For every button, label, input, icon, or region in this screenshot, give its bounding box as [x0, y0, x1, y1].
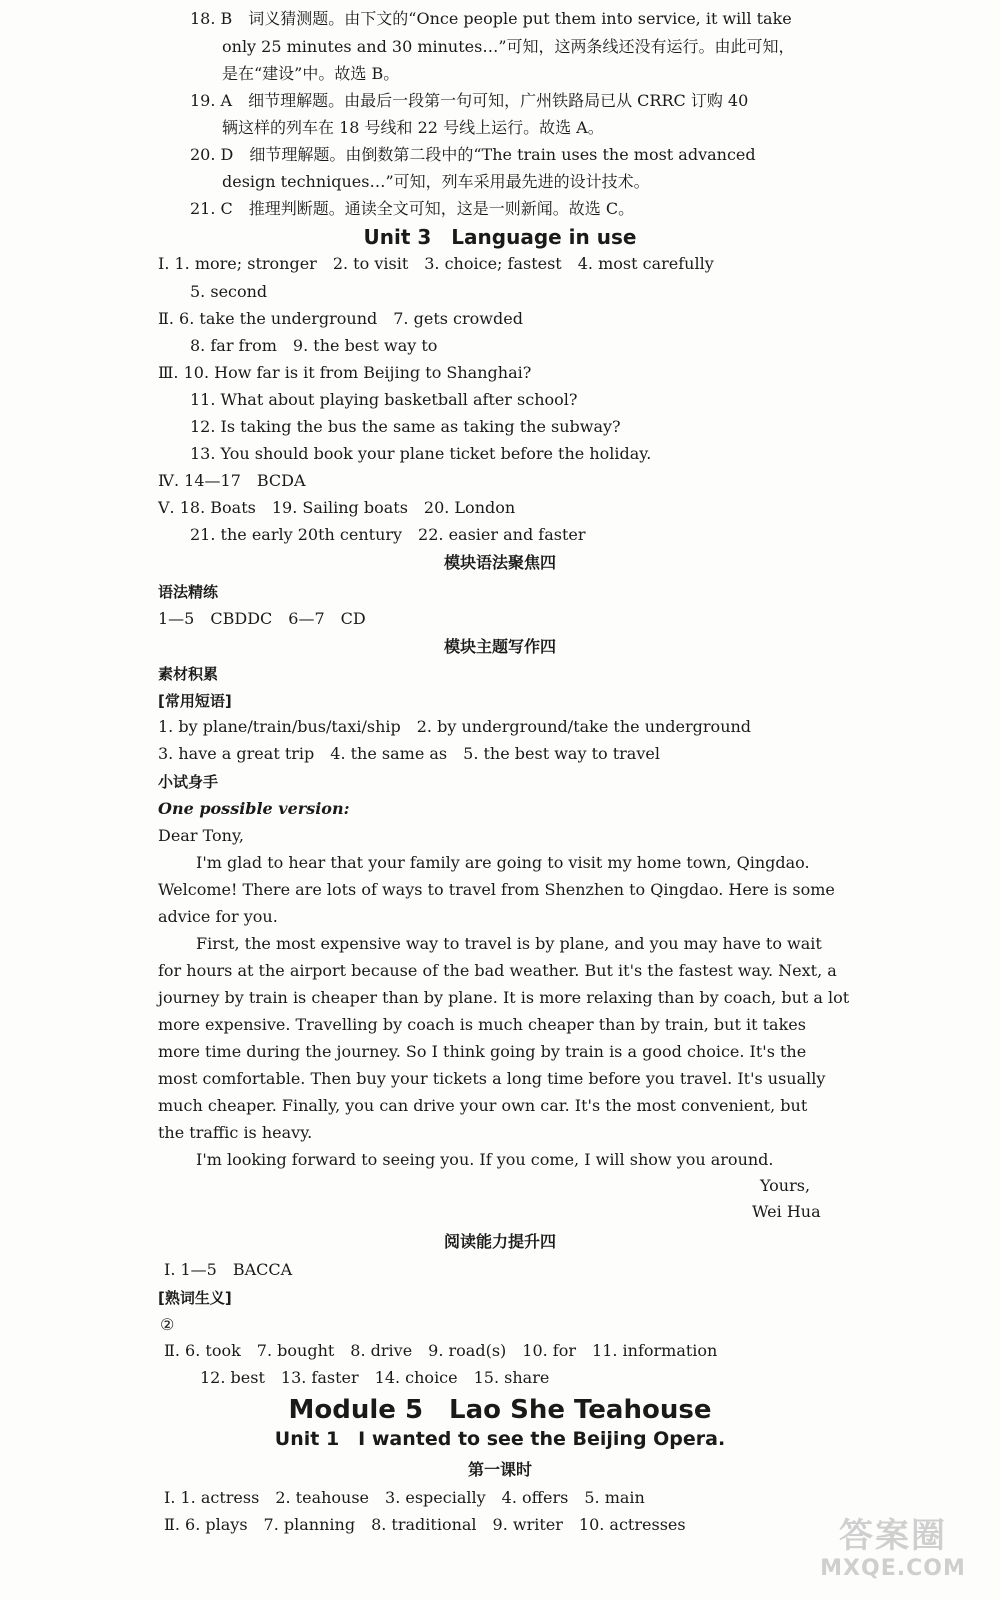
watermark-text: 答案圈	[839, 1516, 947, 1556]
phrases-label: [常用短语]	[158, 692, 232, 710]
writing-label: 素材积累	[158, 665, 219, 683]
grammar-label: 语法精练	[158, 583, 219, 601]
module5-line: Ⅱ. 6. plays 7. planning 8. traditional 9. writer 10. actresses	[164, 1515, 686, 1534]
letter-line: I'm glad to hear that your family are going to visit my home town, Qingdao.	[196, 853, 810, 872]
phrase-line: 3. have a great trip 4. the same as 5. the best way to travel	[158, 744, 660, 763]
writing-title: 模块主题写作四	[443, 637, 556, 656]
reading-answer: Ⅰ. 1—5 BACCA	[164, 1260, 293, 1279]
unit3-line: Ⅱ. 6. take the underground 7. gets crowded	[158, 309, 523, 328]
module5-unit-title: Unit 1 I wanted to see the Beijing Opera.	[274, 1428, 726, 1450]
reading-line: 12. best 13. faster 14. choice 15. share	[200, 1368, 550, 1387]
answer-line-19: 19. A 细节理解题。由最后一段第一句可知，广州铁路局已从 CRRC 订购 40	[190, 91, 749, 110]
module5-title: Module 5 Lao She Teahouse	[288, 1395, 712, 1425]
letter-line: most comfortable. Then buy your tickets a long time before you travel. It's usually	[158, 1069, 826, 1088]
unit3-title: Unit 3 Language in use	[363, 225, 637, 249]
phrase-line: 1. by plane/train/bus/taxi/ship 2. by underground/take the underground	[158, 717, 752, 736]
unit3-line: 5. second	[190, 282, 268, 301]
watermark-logo	[808, 1516, 978, 1588]
version-label: One possible version:	[158, 799, 350, 818]
grammar-answer: 1—5 CBDDC 6—7 CD	[158, 609, 366, 628]
letter-line: First, the most expensive way to travel is by plane, and you may have to wait	[196, 934, 822, 953]
answer-line-18-cont: only 25 minutes and 30 minutes…”可知，这两条线还没有运行。由此可知，	[222, 37, 795, 56]
vocab-item: ②	[160, 1315, 175, 1334]
letter-greeting: Dear Tony,	[158, 826, 244, 845]
letter-line: journey by train is cheaper than by plane. It is more relaxing than by coach, but a lot	[158, 988, 850, 1007]
vocab-label: [熟词生义]	[158, 1289, 232, 1307]
letter-line: much cheaper. Finally, you can drive your own car. It's the most convenient, but	[158, 1096, 808, 1115]
module5-line: Ⅰ. 1. actress 2. teahouse 3. especially 4. offers 5. main	[164, 1488, 645, 1507]
unit3-line: 11. What about playing basketball after school?	[190, 390, 578, 409]
unit3-line: 13. You should book your plane ticket before the holiday.	[190, 444, 652, 463]
letter-line: advice for you.	[158, 907, 278, 926]
unit3-line: 12. Is taking the bus the same as taking the subway?	[190, 417, 621, 436]
reading-line: Ⅱ. 6. took 7. bought 8. drive 9. road(s) 10. for 11. information	[164, 1341, 718, 1360]
unit3-line: Ⅰ. 1. more; stronger 2. to visit 3. choice; fastest 4. most carefully	[158, 254, 714, 273]
letter-line: for hours at the airport because of the bad weather. But it's the fastest way. Next, a	[158, 961, 837, 980]
reading-title: 阅读能力提升四	[443, 1232, 556, 1251]
unit3-line: Ⅴ. 18. Boats 19. Sailing boats 20. London	[158, 498, 516, 517]
unit3-line: Ⅳ. 14—17 BCDA	[158, 471, 306, 490]
answer-line-19-cont: 辆这样的列车在 18 号线和 22 号线上运行。故选 A。	[222, 118, 604, 137]
letter-line: I'm looking forward to seeing you. If you come, I will show you around.	[196, 1150, 774, 1169]
letter-line: more time during the journey. So I think going by train is a good choice. It's the	[158, 1042, 807, 1061]
grammar-title: 模块语法聚焦四	[443, 553, 556, 572]
letter-line: Welcome! There are lots of ways to travel from Shenzhen to Qingdao. Here is some	[158, 880, 835, 899]
unit3-line: Ⅲ. 10. How far is it from Beijing to Shanghai?	[158, 363, 532, 382]
watermark-url: MXQE.COM	[820, 1556, 966, 1581]
answer-line-21: 21. C 推理判断题。通读全文可知，这是一则新闻。故选 C。	[190, 199, 635, 218]
answer-line-20: 20. D 细节理解题。由倒数第二段中的“The train uses the most advanced	[190, 145, 756, 164]
answer-line-18: 18. B 词义猜测题。由下文的“Once people put them into service, it will take	[190, 9, 792, 28]
letter-closing: Yours,	[760, 1176, 811, 1195]
lesson-title: 第一课时	[467, 1460, 532, 1479]
unit3-line: 8. far from 9. the best way to	[190, 336, 438, 355]
try-label: 小试身手	[158, 773, 219, 791]
letter-line: the traffic is heavy.	[158, 1123, 313, 1142]
answer-line-20-cont: design techniques…”可知，列车采用最先进的设计技术。	[222, 172, 650, 191]
answer-line-18-cont2: 是在“建设”中。故选 B。	[222, 64, 400, 83]
unit3-line: 21. the early 20th century 22. easier and faster	[190, 525, 586, 544]
letter-signature: Wei Hua	[752, 1202, 821, 1221]
letter-line: more expensive. Travelling by coach is much cheaper than by train, but it takes	[158, 1015, 806, 1034]
